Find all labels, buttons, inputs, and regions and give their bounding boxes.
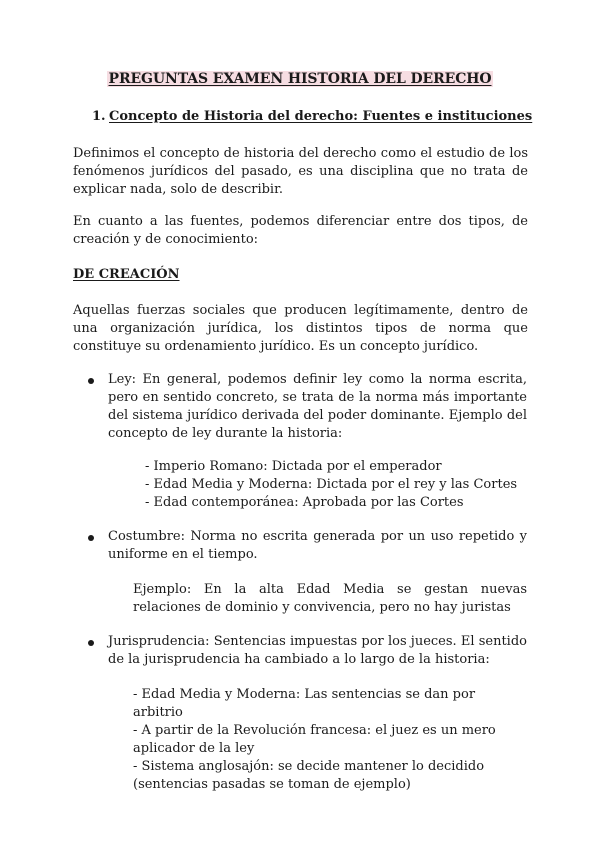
bullet-costumbre: Costumbre: Norma no escrita generada por un uso repetido y uniforme en el tiempo. bbox=[108, 529, 527, 562]
document-title-text: PREGUNTAS EXAMEN HISTORIA DEL DERECHO bbox=[108, 71, 492, 87]
bullet-dot-jurisprudencia bbox=[88, 640, 94, 646]
subheading-de-creacion: DE CREACIÓN bbox=[73, 267, 180, 282]
costumbre-example: Ejemplo: En la alta Edad Media se gestan nuevas relaciones de dominio y convivencia, pero no hay juristas bbox=[133, 582, 527, 615]
list-item: - Imperio Romano: Dictada por el emperador bbox=[145, 459, 442, 474]
document-title bbox=[0, 71, 600, 87]
section-heading-text: Concepto de Historia del derecho: Fuentes e instituciones bbox=[109, 109, 533, 124]
bullet-ley: Ley: En general, podemos definir ley como la norma escrita, pero en sentido concreto, se trata de la norma más importante del sistema jurídico derivada del poder dominante. Ejemplo del concepto de ley durante la historia: bbox=[108, 372, 527, 441]
bullet-dot-ley bbox=[88, 378, 94, 384]
bullet-dot-costumbre bbox=[88, 535, 94, 541]
jurisprudencia-history-list bbox=[133, 686, 527, 794]
list-item: - Edad Media y Moderna: Las sentencias se dan por arbitrio bbox=[133, 687, 476, 720]
intro-paragraph-1: Definimos el concepto de historia del derecho como el estudio de los fenómenos jurídicos del pasado, es una disciplina que no trata de explicar nada, solo de describir. bbox=[73, 146, 528, 197]
list-item: - Edad contemporánea: Aprobada por las Cortes bbox=[145, 495, 464, 510]
section-heading bbox=[92, 109, 532, 124]
list-item: - Edad Media y Moderna: Dictada por el rey y las Cortes bbox=[145, 477, 518, 492]
ley-history-list bbox=[145, 458, 517, 512]
list-item: - Sistema anglosajón: se decide mantener lo decidido (sentencias pasadas se toman de ejemplo) bbox=[133, 759, 485, 792]
creacion-paragraph: Aquellas fuerzas sociales que producen legítimamente, dentro de una organización jurídica, los distintos tipos de norma que constituye su ordenamiento jurídico. Es un concepto jurídico. bbox=[73, 303, 528, 354]
bullet-jurisprudencia: Jurisprudencia: Sentencias impuestas por los jueces. El sentido de la jurisprudencia ha cambiado a lo largo de la historia: bbox=[108, 634, 527, 667]
section-number: 1. bbox=[92, 109, 106, 124]
list-item: - A partir de la Revolución francesa: el juez es un mero aplicador de la ley bbox=[133, 723, 496, 756]
intro-paragraph-2: En cuanto a las fuentes, podemos diferenciar entre dos tipos, de creación y de conocimiento: bbox=[73, 214, 528, 247]
